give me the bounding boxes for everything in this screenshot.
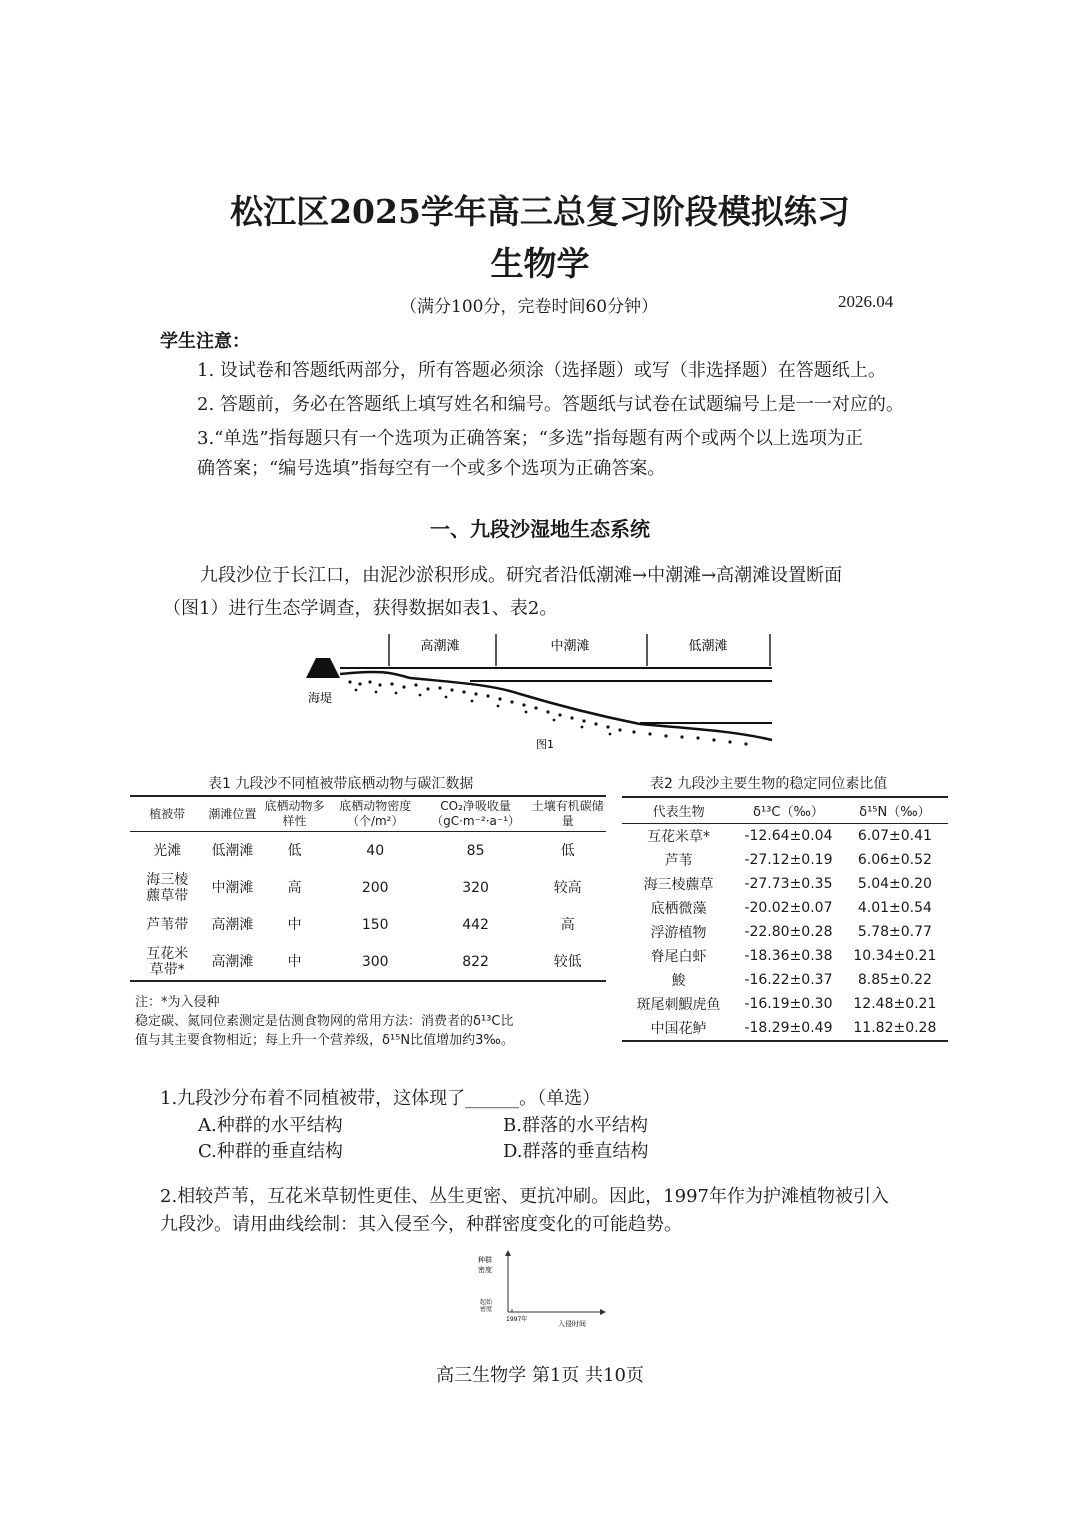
x-axis-arrow	[600, 1309, 606, 1315]
table-note: 值与其主要食物相近；每上升一个营养级，δ¹⁵N比值增加约3‰。	[135, 1033, 514, 1048]
table-cell: 高潮滩	[211, 916, 254, 933]
table-cell: 高	[560, 916, 575, 933]
table-cell: 光滩	[153, 842, 182, 859]
notice-heading: 学生注意：	[160, 331, 250, 352]
table-cell: -18.29±0.49	[735, 1016, 842, 1041]
table-cell: 中	[287, 916, 302, 933]
subject-title: 生物学	[490, 244, 590, 283]
table-cell: 4.01±0.54	[857, 900, 932, 916]
seawall	[306, 658, 340, 678]
table-row	[622, 872, 948, 896]
table-cell: -22.80±0.28	[744, 924, 833, 940]
question-1-option-b: B.群落的水平结构	[503, 1115, 648, 1136]
table-cell: 芦苇	[664, 853, 693, 869]
question-1-option-d: D.群落的垂直结构	[503, 1141, 649, 1162]
table-cell: 320	[462, 879, 489, 896]
table-header: δ¹³C（‰）	[735, 797, 842, 824]
question-1-option-a: A.种群的水平结构	[198, 1115, 343, 1136]
table-header: 代表生物	[622, 797, 735, 824]
exam-title: 松江区2025学年高三总复习阶段模拟练习	[230, 192, 850, 231]
table-note: 注：*为入侵种	[135, 995, 220, 1010]
table-cell: 浮游植物	[650, 925, 707, 941]
table-cell: 较低	[529, 943, 606, 981]
zone-label-low: 低潮滩	[688, 639, 728, 654]
table-row	[130, 943, 606, 981]
notice-item-2: 2. 答题前，务必在答题纸上填写姓名和编号。答题纸与试卷在试题编号上是一一对应的。	[197, 394, 904, 415]
table-cell: 中	[260, 943, 328, 981]
table-row	[622, 896, 948, 920]
table-header: 底栖动物密度（个/m²）	[329, 796, 422, 832]
table-cell: 822	[422, 943, 530, 981]
table-row	[622, 968, 948, 992]
table-cell: 鮻	[671, 973, 686, 989]
table-header: 潮滩位置	[205, 796, 261, 832]
table-row	[622, 944, 948, 968]
table-header: δ¹⁵N（‰）	[842, 797, 948, 824]
table-cell: 6.07±0.41	[857, 828, 932, 844]
table-cell: 40	[366, 842, 385, 859]
seawall-label: 海堤	[308, 691, 333, 705]
ground-profile	[340, 672, 772, 740]
table-2-title: 表2 九段沙主要生物的稳定同位素比值	[650, 776, 888, 792]
table-row	[130, 832, 606, 870]
question-2-stem: 2.相较芦苇，互花米草韧性更佳、丛生更密、更抗冲刷。因此，1997年作为护滩植物被引入	[160, 1186, 889, 1207]
table-row	[622, 1016, 948, 1041]
figure-1-caption: 图1	[536, 738, 554, 751]
table-cell: -18.36±0.38	[744, 948, 833, 964]
table-header: CO₂净吸收量（gC·m⁻²·a⁻¹）	[422, 796, 530, 832]
table-cell: 互花米草带*	[130, 943, 205, 981]
x-axis-label: 入侵时间	[558, 1320, 586, 1328]
table-cell: 6.06±0.52	[857, 852, 932, 868]
notice-item-1: 1. 设试卷和答题纸两部分，所有答题必须涂（选择题）或写（非选择题）在答题纸上。	[197, 360, 886, 381]
page-footer: 高三生物学 第1页 共10页	[436, 1365, 644, 1386]
question-1-stem: 1.九段沙分布着不同植被带，这体现了______。（单选）	[160, 1088, 601, 1109]
figure-1-diagram	[300, 632, 780, 754]
notice-item-3: 3.“单选”指每题只有一个选项为正确答案；“多选”指每题有两个或两个以上选项为正	[197, 428, 863, 449]
table-header-row	[622, 797, 948, 824]
y-axis-arrow	[505, 1250, 511, 1256]
table-cell: 低潮滩	[211, 842, 254, 859]
table-row	[622, 920, 948, 944]
table-cell: 85	[466, 842, 485, 859]
table-cell: 300	[329, 943, 422, 981]
table-header-row	[130, 796, 606, 832]
table-cell: -27.73±0.35	[744, 876, 833, 892]
question-1-option-c: C.种群的垂直结构	[198, 1141, 343, 1162]
table-cell: 低	[560, 842, 575, 859]
question-2-stem-cont: 九段沙。请用曲线绘制：其入侵至今，种群密度变化的可能趋势。	[160, 1214, 682, 1235]
section-intro: 九段沙位于长江口，由泥沙淤积形成。研究者沿低潮滩→中潮滩→高潮滩设置断面	[200, 565, 843, 586]
section-title: 一、九段沙湿地生态系统	[430, 517, 650, 541]
table-cell: 150	[361, 916, 389, 933]
table-header: 植被带	[130, 796, 205, 832]
table-cell: -16.19±0.30	[744, 996, 833, 1012]
table-cell: 8.85±0.22	[857, 972, 932, 988]
table-cell: 互花米草*	[647, 829, 711, 845]
table-cell: 5.78±0.77	[857, 924, 932, 940]
exam-meta: （满分100分，完卷时间60分钟）	[400, 297, 659, 317]
table-cell: 低	[287, 842, 302, 859]
table-cell: 海三棱藨草	[643, 877, 714, 893]
table-cell: 斑尾刺鰕虎鱼	[636, 997, 721, 1013]
table-cell: -20.02±0.07	[744, 900, 833, 916]
table-cell: 底栖微藻	[650, 901, 707, 917]
origin-label-bottom: 密度	[480, 1306, 493, 1313]
table-2	[622, 796, 948, 1042]
table-1-title: 表1 九段沙不同植被带底栖动物与碳汇数据	[208, 776, 474, 792]
table-row	[622, 992, 948, 1016]
table-cell: 高潮滩	[205, 943, 261, 981]
table-cell: 中潮滩	[211, 879, 254, 896]
table-row	[130, 906, 606, 943]
zone-label-high: 高潮滩	[420, 639, 460, 654]
table-note: 稳定碳、氮同位素测定是估测食物网的常用方法：消费者的δ¹³C比	[135, 1014, 514, 1029]
table-row	[130, 869, 606, 906]
zone-label-mid: 中潮滩	[550, 639, 590, 654]
table-cell: 芦苇带	[146, 916, 189, 933]
table-cell: 11.82±0.28	[842, 1016, 948, 1041]
table-1	[130, 795, 606, 982]
table-cell: 海三棱藨草带	[146, 871, 189, 904]
table-header: 土壤有机碳储量	[529, 796, 606, 832]
origin-label-top: 起始	[480, 1299, 493, 1306]
table-cell: 200	[361, 879, 389, 896]
table-cell: 12.48±0.21	[853, 996, 937, 1012]
table-cell: 中国花鲈	[622, 1016, 735, 1041]
table-cell: 较高	[553, 879, 582, 896]
answer-graph-axes	[470, 1248, 620, 1334]
table-row	[622, 824, 948, 849]
table-cell: 高	[287, 879, 302, 896]
y-axis-label-top: 种群	[478, 1256, 492, 1264]
x-axis-tick-label: 1997年	[506, 1316, 528, 1323]
notice-item-3-cont: 确答案；“编号选填”指每空有一个或多个选项为正确答案。	[197, 458, 666, 479]
table-header: 底栖动物多样性	[260, 796, 328, 832]
table-cell: -16.22±0.37	[744, 972, 833, 988]
y-axis-label-bottom: 密度	[478, 1266, 492, 1274]
table-cell: 10.34±0.21	[853, 948, 937, 964]
table-cell: -27.12±0.19	[744, 852, 833, 868]
table-cell: 5.04±0.20	[857, 876, 932, 892]
table-row	[622, 848, 948, 872]
exam-date: 2026.04	[838, 292, 894, 311]
table-cell: 脊尾白虾	[650, 949, 707, 965]
table-cell: -12.64±0.04	[744, 828, 833, 844]
table-cell: 442	[462, 916, 489, 933]
section-intro-cont: （图1）进行生态学调查，获得数据如表1、表2。	[163, 598, 558, 619]
